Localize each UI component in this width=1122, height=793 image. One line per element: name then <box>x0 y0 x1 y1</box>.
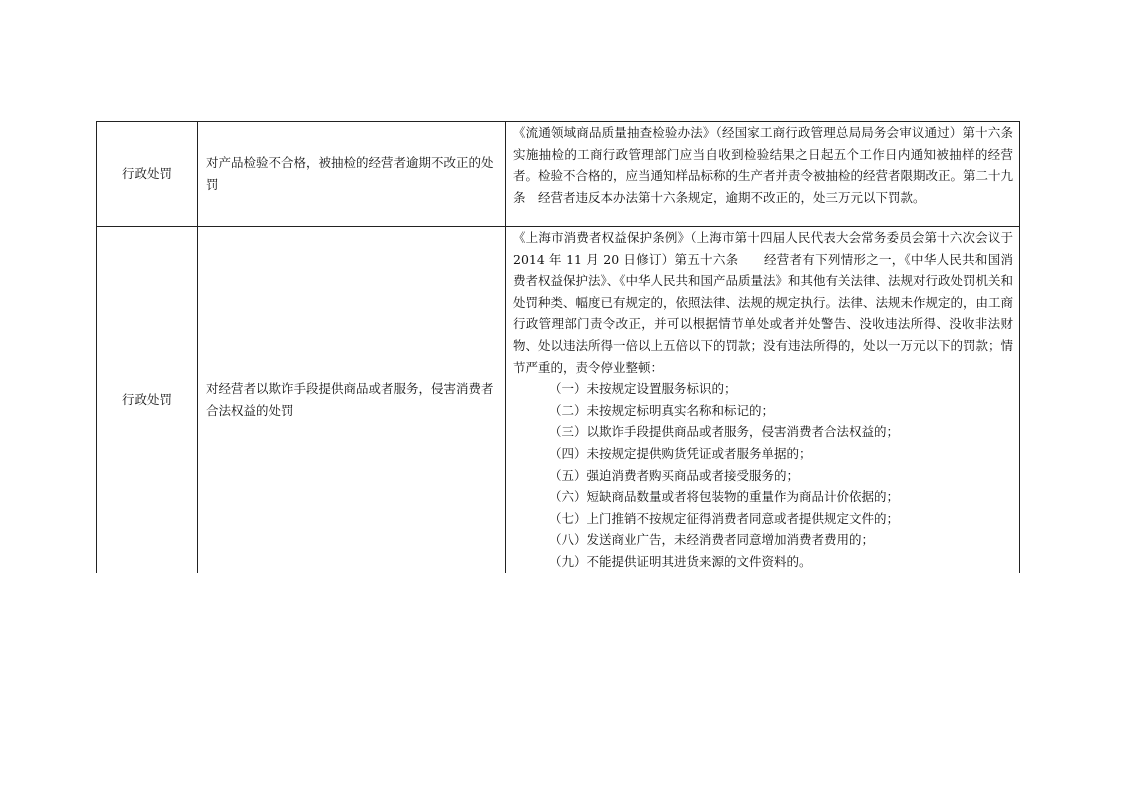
list-item: （四）未按规定提供购货凭证或者服务单据的； <box>549 445 812 461</box>
legal-basis-cell <box>506 122 1026 227</box>
penalty-item-cell: 对产品检验不合格，被抽检的经营者逾期不改正的处罚 <box>198 122 506 227</box>
legal-basis-text: 《上海市消费者权益保护条例》（上海市第十四届人民代表大会常务委员会第十六次会议于 2014 年 11 月 20 日修订）第五十六条 经营者有下列情形之一，《中华人民共和国消费者权益保护法》、《中华人民共和国产品质量法》和其他有关法律、法规对行政处罚机关和处罚种类、幅度已有规定的，依照法律、法规的规定执行。法律、法规未作规定的，由工商行政管理部门责令改正，并可以根据情节单处或者并处警告、没收违法所得、没收非法财物、处以违法所得一倍以上五倍以下的罚款；没有违法所得的，处以一万元以下的罚款；情节严重的，责令停业整顿： <box>513 230 1014 375</box>
list-item: （九）不能提供证明其进货来源的文件资料的。 <box>549 553 812 569</box>
legal-basis-text: 《流通领域商品质量抽查检验办法》（经国家工商行政管理总局局务会审议通过）第十六条 实施抽检的工商行政管理部门应当自收到检验结果之日起五个工作日内通知被抽样的经营者。检验不合格的，应当通知样品标称的生产者并责令被抽检的经营者限期改正。第二十九条 经营者违反本办法第十六条规定，逾期不改正的，处三万元以下罚款。 <box>513 125 1026 205</box>
penalty-type-cell: 行政处罚 <box>97 227 198 573</box>
table-row <box>97 122 1020 227</box>
table-row <box>97 227 1020 573</box>
list-item: （二）未按规定标明真实名称和标记的； <box>549 402 775 418</box>
list-item: （八）发送商业广告，未经消费者同意增加消费者费用的； <box>549 532 875 548</box>
list-item: （六）短缺商品数量或者将包装物的重量作为商品计价依据的； <box>549 489 900 505</box>
violation-list <box>513 378 1013 572</box>
penalty-item-cell: 对经营者以欺诈手段提供商品或者服务，侵害消费者合法权益的处罚 <box>198 227 506 573</box>
list-item: （七）上门推销不按规定征得消费者同意或者提供规定文件的； <box>549 510 900 526</box>
list-item: （五）强迫消费者购买商品或者接受服务的； <box>549 467 800 483</box>
penalty-table <box>96 121 1026 573</box>
legal-basis-cell <box>506 227 1020 573</box>
penalty-type-cell: 行政处罚 <box>97 122 198 227</box>
list-item: （一）未按规定设置服务标识的； <box>549 381 737 397</box>
list-item: （三）以欺诈手段提供商品或者服务，侵害消费者合法权益的； <box>549 424 900 440</box>
